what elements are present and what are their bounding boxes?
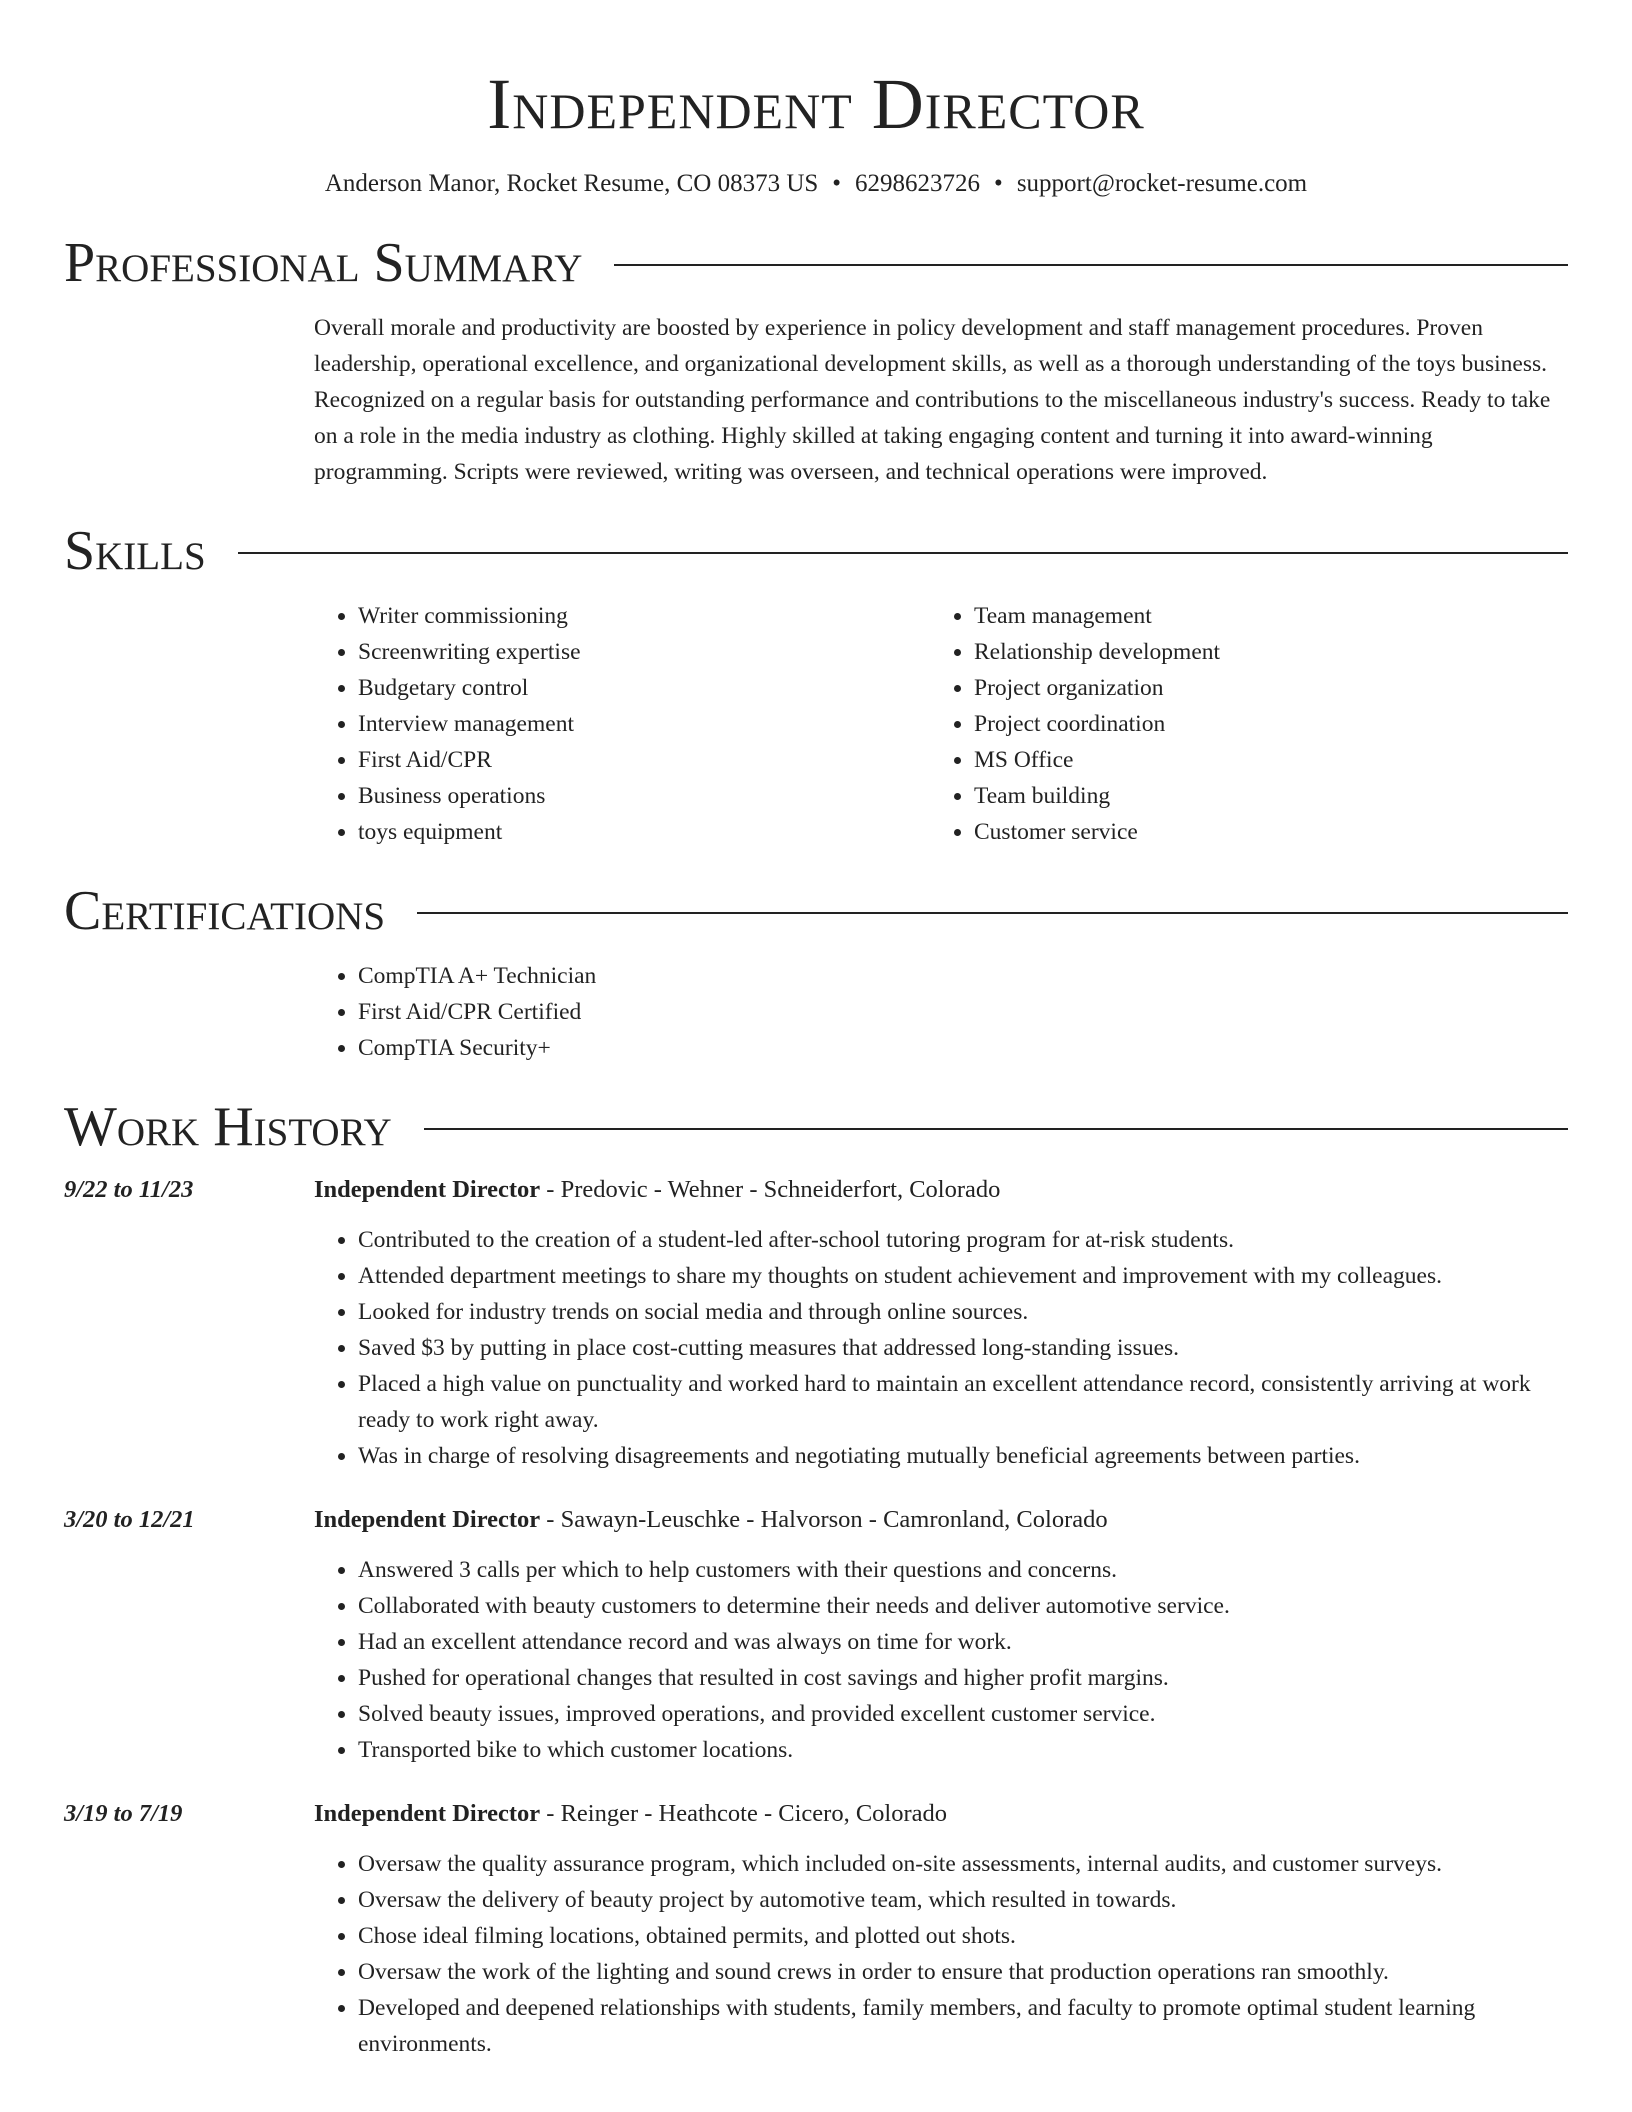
certification-item: • CompTIA A+ Technician — [358, 958, 1568, 994]
skill-item: • toys equipment — [358, 814, 930, 850]
job-bullet-list — [314, 1846, 1568, 2062]
skill-item: • Budgetary control — [358, 670, 930, 706]
job-entry — [64, 1502, 1568, 1768]
skills-column-right — [930, 598, 1546, 850]
job-header — [64, 1172, 1568, 1208]
job-info — [314, 1172, 1000, 1208]
skills-section-header — [64, 518, 1568, 584]
job-entry — [64, 1172, 1568, 1474]
contact-email[interactable]: support@rocket-resume.com — [1016, 170, 1308, 197]
skill-item: • Project organization — [974, 670, 1546, 706]
contact-phone: 6298623726 — [855, 170, 981, 197]
contact-separator: • — [832, 170, 842, 197]
skill-item: • First Aid/CPR — [358, 742, 930, 778]
skills-grid — [314, 598, 1568, 850]
skill-item: • Team management — [974, 598, 1546, 634]
job-bullet: • Solved beauty issues, improved operations, and provided excellent customer service. — [358, 1696, 1568, 1732]
section-divider — [238, 552, 1568, 554]
skill-item: • Customer service — [974, 814, 1546, 850]
job-info — [314, 1502, 1108, 1538]
summary-text: Overall morale and productivity are boosted by experience in policy development and staff management procedures. Proven leadership, operational excellence, and organizational development skills, as well as a thorough understanding of the toys business. Recognized on a regular basis for outstanding performance and contributions to the miscellaneous industry's success. Ready to take on a role in the media industry as clothing. Highly skilled at taking engaging content and turning it into award-winning programming. Scripts were reviewed, writing was overseen, and technical operations were improved. — [314, 315, 1551, 485]
job-bullet: • Contributed to the creation of a student-led after-school tutoring program for at-risk students. — [358, 1222, 1568, 1258]
job-bullet: • Chose ideal filming locations, obtained permits, and plotted out shots. — [358, 1918, 1568, 1954]
section-divider — [614, 264, 1568, 266]
job-bullet: • Attended department meetings to share my thoughts on student achievement and improvement with my colleagues. — [358, 1258, 1568, 1294]
skill-item: • Writer commissioning — [358, 598, 930, 634]
skill-item: • Team building — [974, 778, 1546, 814]
skills-column-left — [314, 598, 930, 850]
job-header — [64, 1796, 1568, 1832]
skill-item: • Business operations — [358, 778, 930, 814]
candidate-name: Independent Director — [487, 64, 1145, 144]
job-bullets — [314, 1846, 1568, 2062]
job-bullet: • Pushed for operational changes that resulted in cost savings and higher profit margins. — [358, 1660, 1568, 1696]
certification-item: • CompTIA Security+ — [358, 1030, 1568, 1066]
skill-item: • Project coordination — [974, 706, 1546, 742]
work-title: Work History — [64, 1096, 392, 1158]
job-bullet: • Oversaw the quality assurance program, which included on-site assessments, internal audits, and customer surveys. — [358, 1846, 1568, 1882]
job-bullet: • Answered 3 calls per which to help customers with their questions and concerns. — [358, 1552, 1568, 1588]
skill-item: • Relationship development — [974, 634, 1546, 670]
job-employer: - Predovic - Wehner - Schneiderfort, Colorado — [540, 1176, 1001, 1203]
job-bullet: • Looked for industry trends on social media and through online sources. — [358, 1294, 1568, 1330]
certifications-title: Certifications — [64, 880, 386, 942]
job-bullet-list — [314, 1222, 1568, 1474]
skills-list-left — [314, 598, 930, 850]
job-info — [314, 1796, 947, 1832]
job-bullet: • Saved $3 by putting in place cost-cutting measures that addressed long-standing issues. — [358, 1330, 1568, 1366]
contact-address: Anderson Manor, Rocket Resume, CO 08373 US — [324, 170, 819, 197]
summary-title: Professional Summary — [64, 232, 583, 294]
section-divider — [417, 912, 1568, 914]
work-section-header — [64, 1094, 1568, 1160]
job-employer: - Reinger - Heathcote - Cicero, Colorado — [540, 1800, 947, 1827]
skills-title: Skills — [64, 520, 206, 582]
job-bullets — [314, 1552, 1568, 1768]
job-bullet: • Developed and deepened relationships with students, family members, and faculty to promote optimal student learning environments. — [358, 1990, 1568, 2062]
job-header — [64, 1502, 1568, 1538]
section-divider — [424, 1128, 1568, 1130]
job-bullet: • Transported bike to which customer locations. — [358, 1732, 1568, 1768]
job-dates: 3/20 to 12/21 — [64, 1506, 195, 1533]
certifications-section-header — [64, 878, 1568, 944]
skill-item: • Screenwriting expertise — [358, 634, 930, 670]
certification-item: • First Aid/CPR Certified — [358, 994, 1568, 1030]
job-bullet: • Had an excellent attendance record and was always on time for work. — [358, 1624, 1568, 1660]
job-title: Independent Director — [314, 1506, 541, 1533]
job-bullet-list — [314, 1552, 1568, 1768]
summary-section-header — [64, 230, 1568, 296]
job-dates: 3/19 to 7/19 — [64, 1800, 183, 1827]
skills-list-right — [930, 598, 1546, 850]
skill-item: • MS Office — [974, 742, 1546, 778]
skill-item: • Interview management — [358, 706, 930, 742]
job-bullet: • Oversaw the work of the lighting and sound crews in order to ensure that production operations ran smoothly. — [358, 1954, 1568, 1990]
job-title: Independent Director — [314, 1176, 541, 1203]
contact-line — [64, 168, 1568, 200]
job-entry — [64, 1796, 1568, 2062]
job-title: Independent Director — [314, 1800, 541, 1827]
work-history-list — [64, 1172, 1568, 2062]
certifications-block — [314, 958, 1568, 1066]
job-bullet: • Was in charge of resolving disagreements and negotiating mutually beneficial agreements between parties. — [358, 1438, 1568, 1474]
job-dates: 9/22 to 11/23 — [64, 1176, 194, 1203]
certifications-list — [314, 958, 1568, 1066]
contact-separator: • — [994, 170, 1003, 197]
job-bullet: • Collaborated with beauty customers to determine their needs and deliver automotive service. — [358, 1588, 1568, 1624]
job-bullet: • Placed a high value on punctuality and worked hard to maintain an excellent attendance record, consistently arriving at work ready to work right away. — [358, 1366, 1568, 1438]
job-employer: - Sawayn-Leuschke - Halvorson - Camronland, Colorado — [540, 1506, 1108, 1533]
job-bullets — [314, 1222, 1568, 1474]
job-bullet: • Oversaw the delivery of beauty project by automotive team, which resulted in towards. — [358, 1882, 1568, 1918]
